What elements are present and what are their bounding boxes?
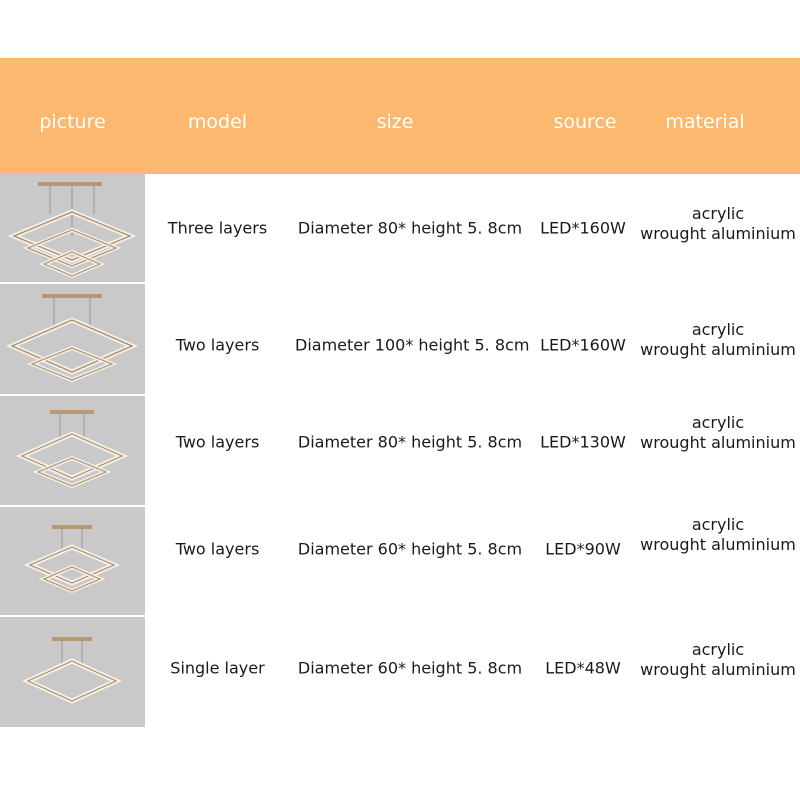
header-picture: picture [39,111,106,133]
size-cell: Diameter 60* height 5. 8cm [297,658,523,678]
source-cell: LED*90W [545,539,621,559]
chandelier-two-layers-image [0,284,145,394]
table-row [0,284,800,394]
header-size: size [376,111,414,133]
model-cell: Single layer [170,658,265,678]
material-cell [640,413,796,453]
table-row [0,396,800,505]
source-cell: LED*48W [545,658,621,678]
model-cell: Three layers [167,218,268,238]
header-material: material [665,111,745,133]
table-row [0,617,800,727]
source-cell: LED*130W [540,432,626,452]
material-cell [640,515,796,555]
model-cell: Two layers [175,335,260,355]
material-line: wrought aluminium [640,433,796,452]
chandelier-two-layers-image [0,396,145,505]
size-cell: Diameter 80* height 5. 8cm [297,218,523,238]
chandelier-two-layers-image [0,507,145,615]
source-cell: LED*160W [540,335,626,355]
material-line: acrylic [691,204,745,223]
material-line: acrylic [691,640,745,659]
material-cell [640,320,796,360]
material-line: wrought aluminium [640,535,796,554]
material-cell [640,204,796,244]
material-cell [640,640,796,680]
material-line: wrought aluminium [640,340,796,359]
table-row [0,507,800,615]
model-cell: Two layers [175,432,260,452]
model-cell: Two layers [175,539,260,559]
size-cell: Diameter 100* height 5. 8cm [295,335,530,355]
material-line: acrylic [691,320,745,339]
chandelier-single-layer-image [0,617,145,727]
material-line: acrylic [691,413,745,432]
material-line: acrylic [691,515,745,534]
size-cell: Diameter 60* height 5. 8cm [297,539,523,559]
table-header [0,58,800,174]
size-cell: Diameter 80* height 5. 8cm [297,432,523,452]
chandelier-three-layers-image [0,174,145,282]
material-line: wrought aluminium [640,660,796,679]
header-model: model [187,111,248,133]
source-cell: LED*160W [540,218,626,238]
header-source: source [553,111,617,133]
table-row [0,174,800,282]
material-line: wrought aluminium [640,224,796,243]
